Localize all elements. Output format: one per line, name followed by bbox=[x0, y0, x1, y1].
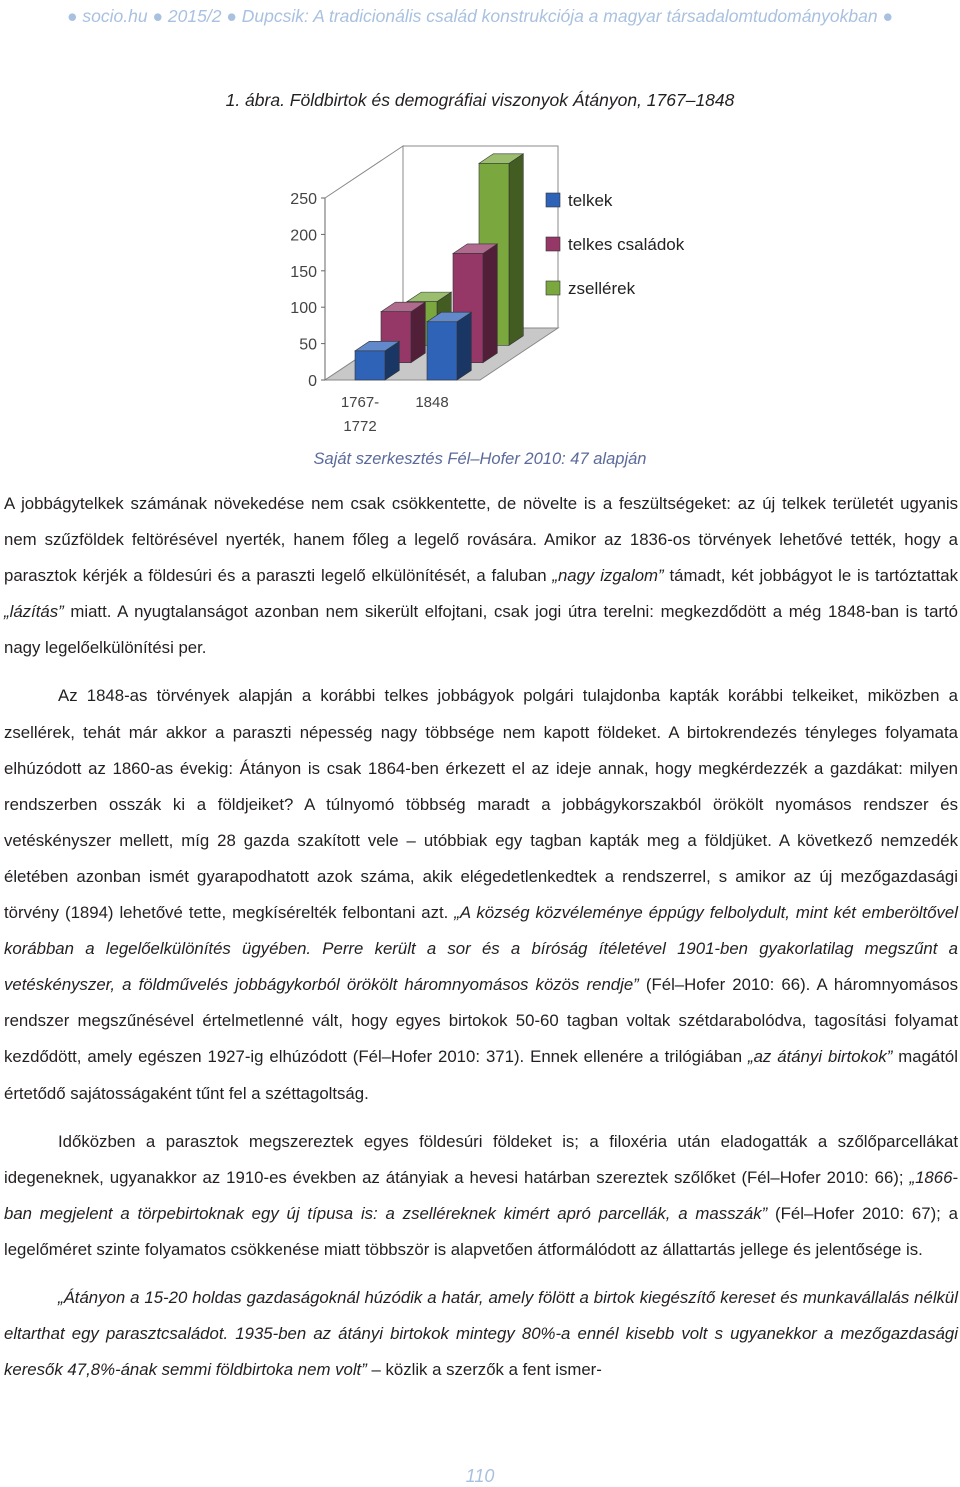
figure-title: 1. ábra. Földbirtok és demográfiai viszonyok Átányon, 1767–1848 bbox=[225, 90, 735, 110]
article-body bbox=[4, 486, 958, 1388]
paragraph-2: Az 1848-as törvények alapján a korábbi telkes jobbágyok polgári tulajdonba kapták korábbi telkeiket, miközben a zsellérek, tehát már akkor a paraszti népesség nagy többsége nem kapott földeket. A birtokrendezés tényleges folyamata elhúzódott az 1860-as évekig: Átányon is csak 1864-ben érkezett el az ideje annak, hogy megkérdezzék a gazdákat: milyen rendszerben osszák ki a földjeiket? A túlnyomó többség maradt a jobbágykorszakból örökölt nyomásos rendszer és vetéskényszer mellett, míg 28 gazda szakított vele – utóbbiak egy tagban kapták meg a földjüket. A következő nemzedék életében azonban ismét gyarapodhatott azok száma, akik elégedetlenkedtek a rendszerrel, s amikor az új mezőgazdasági törvény (1894) lehetővé tette, megkísérelték felbontani azt. „A község közvéleménye éppúgy felbolydult, mint két emberöltővel korábban a legelőelkülönítés ügyében. Perre került a sor és a bíróság ítéletével 1901-ben gyakorlatilag megszűnt a vetéskényszer, a földművelés jobbágykorból örökölt háromnyomásos közös rendje” (Fél–Hofer 2010: 66). A háromnyomásos rendszer megszűnésével értelmetlenné vált, hogy egyes birtokok 50-60 tagban voltak szétdarabolódva, tagosítási folyamat kezdődött, amely egészen 1927-ig elhúzódott (Fél–Hofer 2010: 371). Ennek ellenére a trilógiában „az átányi birtokok” magától értetődő sajátosságaként tűnt fel a széttagoltság. bbox=[4, 686, 958, 1103]
bar-chart bbox=[270, 138, 690, 443]
bar bbox=[427, 322, 457, 380]
bullet-icon: ● bbox=[66, 6, 78, 26]
y-tick-label: 250 bbox=[290, 191, 317, 208]
figure-caption: Saját szerkesztés Fél–Hofer 2010: 47 alapján bbox=[313, 450, 647, 468]
y-tick-label: 50 bbox=[299, 336, 317, 354]
legend-label: telkes családok bbox=[568, 235, 685, 254]
bar-side bbox=[411, 302, 425, 362]
y-tick-label: 0 bbox=[308, 373, 317, 390]
x-tick-label: 1767- bbox=[340, 394, 380, 411]
paragraph-1: A jobbágytelkek számának növekedése nem csak csökkentette, de növelte is a feszültségeket: az új telkek területét ugyanis nem szűzföldek feltörésével nyerték, hanem főleg a legelő rovására. Amikor az 1836-os törvények lehetővé tették, hogy a parasztok kérjék a földesúri és a paraszti legelő elkülönítését, a faluban „nagy izgalom” támadt, két jobbágyot le is tartóztattak „lázítás” miatt. A nyugtalanságot azonban nem sikerült elfojtani, csak jogi útra terelni: megkezdődött a még 1848-ban is tartó nagy legelőelkülönítési per. bbox=[4, 494, 958, 658]
paragraph-3: Időközben a parasztok megszereztek egyes földesúri földeket is; a filoxéria után eladogatták a szőlőparcellákat idegeneknek, ugyanakkor az 1910-es években az átányiak a hevesi határban szereztek szőlőket (Fél–Hofer 2010: 66); „1866-ban megjelent a törpebirtoknak egy új típusa is: a zselléreknek kimért apró parcellák, a masszák” (Fél–Hofer 2010: 67); a legelőméret szinte folyamatos csökkenése miatt többször is alapvetően átformálódott az állattartás jellege és jelentősége is. bbox=[4, 1131, 958, 1259]
y-tick-label: 150 bbox=[290, 263, 317, 281]
legend-swatch bbox=[546, 237, 560, 251]
page-number: 110 bbox=[465, 1466, 495, 1486]
bullet-icon: ● bbox=[226, 6, 237, 26]
header-site: socio.hu bbox=[82, 6, 148, 26]
bar-side bbox=[457, 312, 471, 380]
legend-label: telkek bbox=[568, 191, 613, 210]
bullet-icon: ● bbox=[152, 6, 164, 26]
header-article: Dupcsik: A tradicionális család konstrukciója a magyar társadalomtudományokban bbox=[241, 6, 878, 26]
bullet-icon: ● bbox=[882, 6, 894, 26]
running-header bbox=[0, 6, 960, 27]
bar-side bbox=[483, 244, 497, 363]
bar-side bbox=[509, 154, 523, 346]
bar bbox=[355, 351, 385, 380]
header-issue: 2015/2 bbox=[167, 6, 222, 26]
legend-swatch bbox=[546, 193, 560, 207]
y-tick-label: 200 bbox=[290, 227, 317, 245]
paragraph-4: „Átányon a 15-20 holdas gazdaságoknál húzódik a határ, amely fölött a birtok kiegészítő kereset és munkavállalás nélkül eltarthat egy parasztcsaládot. 1935-ben az átányi birtokok mintegy 80%-a ennél kisebb volt s ugyanekkor a mezőgazdasági keresők 47,8%-ának semmi földbirtoka nem volt” – közlik a szerzők a fent ismer- bbox=[4, 1287, 958, 1380]
x-tick-label: 1848 bbox=[415, 394, 449, 411]
y-tick-label: 100 bbox=[290, 300, 317, 318]
legend-label: zsellérek bbox=[568, 279, 636, 298]
legend-swatch bbox=[546, 281, 560, 295]
x-tick-label: 1772 bbox=[343, 418, 377, 435]
